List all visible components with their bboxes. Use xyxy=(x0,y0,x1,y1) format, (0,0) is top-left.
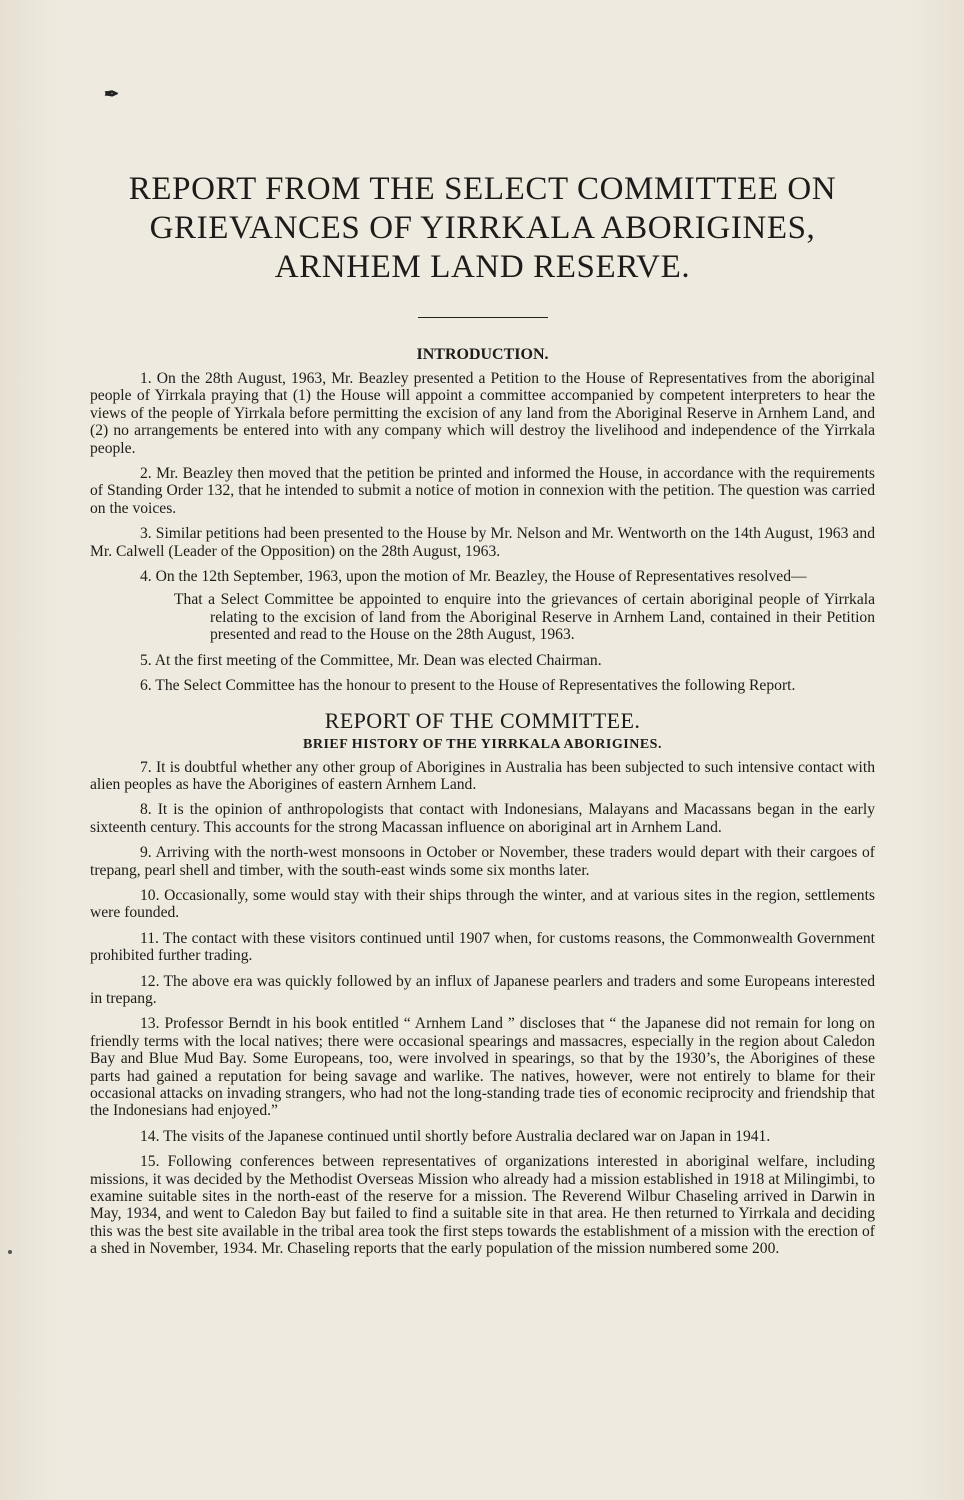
paragraph-12: 12. The above era was quickly followed by an influx of Japanese pearlers and traders and some Europeans interested in trepang. xyxy=(90,972,875,1007)
paragraph-5: 5. At the first meeting of the Committee, Mr. Dean was elected Chairman. xyxy=(140,651,602,669)
paragraph-15: 15. Following conferences between representatives of organizations interested in aboriginal welfare, including missions, it was decided by the Methodist Overseas Mission who already had a mission established in 1918 at Milingimbi, to examine suitable sites in the north-east of the reserve for a mission. The Reverend Wilbur Chaseling arrived in Darwin in May, 1934, and went to Caledon Bay but failed to find a suitable site in that area. He then returned to Yirrkala and deciding this was the best site available in the tribal area took the first steps towards the establishment of a mission with the erection of a shed in November, 1934. Mr. Chaseling reports that the early population of the mission numbered some 200. xyxy=(90,1153,875,1258)
paragraph-8: 8. It is the opinion of anthropologists that contact with Indonesians, Malayans and Macassans began in the early sixteenth century. This accounts for the strong Macassan influence on aboriginal art in Arnhem Land. xyxy=(90,801,875,836)
paragraph-10: 10. Occasionally, some would stay with their ships through the winter, and at various sites in the region, settlements were founded. xyxy=(90,886,875,922)
paragraph-7: 7. It is doubtful whether any other group of Aborigines in Australia has been subjected to such intensive contact with alien peoples as have the Aborigines of eastern Arnhem Land. xyxy=(90,758,875,793)
paragraph-6: 6. The Select Committee has the honour to present to the House of Representatives the following Report. xyxy=(140,677,796,695)
paragraph-13: 13. Professor Berndt in his book entitled “ Arnhem Land ” discloses that “ the Japanese did not remain for long on friendly terms with the local natives; there were occasional spearings and massacres, especially in the region about Caledon Bay and Blue Mud Bay. Some Europeans, too, were involved in spearings, so that by the 1930’s, the Aborigines of these parts had gained a reputation for being savage and warlike. The natives, however, were not entirely to blame for their occasional attacks on invading strangers, who had not the long-standing trade ties of economic reciprocity and friendship that the Indonesians had enjoyed.” xyxy=(90,1015,875,1120)
resolution-quote: That a Select Committee be appointed to enquire into the grievances of certain aboriginal people of Yirrkala relating to the excision of land from the Aboriginal Reserve in Arnhem Land, contained in their Petition presented and read to the House on the 28th August, 1963. xyxy=(174,591,875,644)
paragraph-2: 2. Mr. Beazley then moved that the petition be printed and informed the House, in accordance with the requirements of Standing Order 132, that he intended to submit a notice of motion in connexion with the petition. The question was carried on the voices. xyxy=(90,465,875,517)
title-divider xyxy=(418,317,548,318)
paragraph-3: 3. Similar petitions had been presented to the House by Mr. Nelson and Mr. Wentworth on the 14th August, 1963 and Mr. Calwell (Leader of the Opposition) on the 28th August, 1963. xyxy=(90,525,875,560)
paragraph-4: 4. On the 12th September, 1963, upon the motion of Mr. Beazley, the House of Representatives resolved— xyxy=(140,568,807,586)
paragraph-14: 14. The visits of the Japanese continued until shortly before Australia declared war on Japan in 1941. xyxy=(140,1127,771,1145)
title-line: GRIEVANCES OF YIRRKALA ABORIGINES, xyxy=(149,210,816,246)
introduction-heading: INTRODUCTION. xyxy=(416,346,549,363)
title-line: REPORT FROM THE SELECT COMMITTEE ON xyxy=(128,171,837,207)
paragraph-9: 9. Arriving with the north-west monsoons in October or November, these traders would depart with their cargoes of trepang, pearl shell and timber, with the south-east winds some six months later. xyxy=(90,844,875,879)
document-title xyxy=(90,170,875,287)
paragraph-1: 1. On the 28th August, 1963, Mr. Beazley presented a Petition to the House of Representatives from the aboriginal people of Yirrkala praying that (1) the House will appoint a committee accompanied by competent interpreters to hear the views of the people of Yirrkala before permitting the excision of any land from the Aboriginal Reserve in Arnhem Land, and (2) no arrangements be entered into with any company which will destroy the livelihood and independence of the Yirrkala people. xyxy=(90,370,875,457)
document-body xyxy=(90,170,875,1266)
title-line: ARNHEM LAND RESERVE. xyxy=(274,249,691,285)
report-heading: REPORT OF THE COMMITTEE. xyxy=(324,707,641,733)
paragraph-11: 11. The contact with these visitors continued until 1907 when, for customs reasons, the Commonwealth Government prohibited further trading. xyxy=(90,929,875,965)
ink-mark: ✒ xyxy=(104,84,120,104)
margin-dot xyxy=(8,1250,12,1254)
history-heading: BRIEF HISTORY OF THE YIRRKALA ABORIGINES. xyxy=(303,736,662,752)
